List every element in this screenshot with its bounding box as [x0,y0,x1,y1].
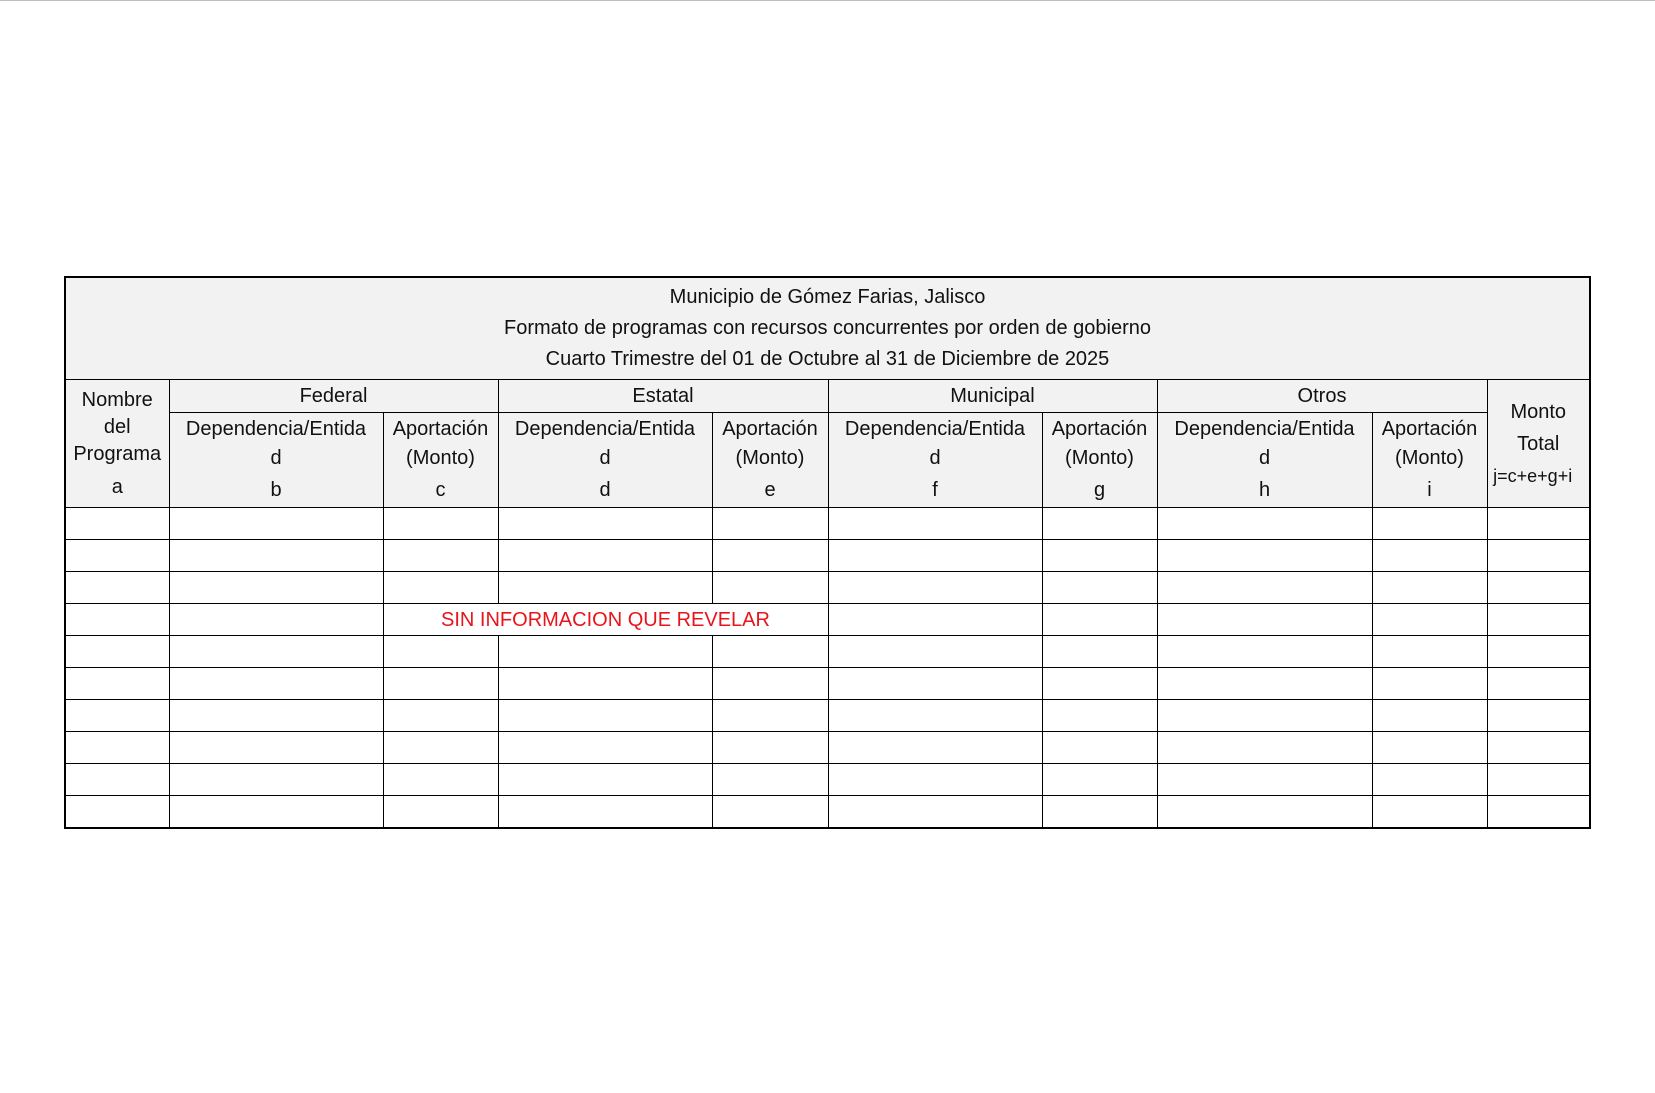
table-cell [65,732,169,764]
table-cell [828,732,1042,764]
municipal-dependency-label-wrap: d [929,447,941,469]
table-cell [1372,668,1487,700]
program-header-line-3: Programa [73,442,162,465]
estatal-dependency-label-wrap: d [599,447,611,469]
table-cell [169,604,383,636]
table-cell [1487,764,1590,796]
table-cell [169,668,383,700]
table-cell [828,636,1042,668]
total-header-line-1: Monto [1510,400,1567,423]
table-cell [1157,764,1372,796]
table-cell [1042,636,1157,668]
municipal-amount-label: Aportación [1051,418,1148,440]
municipal-amount-letter: g [1093,479,1106,501]
table-cell [65,764,169,796]
municipal-dependency-label: Dependencia/Entida [844,418,1026,440]
table-cell [1157,636,1372,668]
table-cell [1487,540,1590,572]
table-cell [65,604,169,636]
municipal-amount-header [1042,413,1157,508]
group-header-municipal: Municipal [828,380,1157,413]
table-cell [1487,572,1590,604]
estatal-amount-label: Aportación [722,418,818,440]
table-cell [1372,636,1487,668]
concurrent-resources-table [64,276,1591,829]
table-cell [1372,700,1487,732]
estatal-dependency-letter: d [599,479,611,501]
title-format: Formato de programas con recursos concurrentes por orden de gobierno [503,317,1151,339]
table-cell [498,540,712,572]
title-municipality: Municipio de Gómez Farias, Jalisco [669,286,986,308]
table-row [65,508,1590,540]
top-border-line [0,0,1655,1]
table-cell [498,508,712,540]
municipal-amount-label-unit: (Monto) [1065,447,1134,469]
table-cell [1487,700,1590,732]
federal-dependency-label-wrap: d [270,447,282,469]
group-header-federal: Federal [169,380,498,413]
table-cell [828,796,1042,829]
table-cell [712,668,828,700]
federal-dependency-label: Dependencia/Entida [185,418,367,440]
federal-dependency-letter: b [270,479,282,501]
table-row [65,540,1590,572]
table-cell [1042,540,1157,572]
table-cell [828,572,1042,604]
federal-dependency-header [169,413,383,508]
table-cell [498,636,712,668]
table-cell [712,700,828,732]
table-cell [169,700,383,732]
municipal-dependency-letter: f [932,479,938,501]
table-cell [383,508,498,540]
table-cell [498,764,712,796]
table-cell [498,700,712,732]
table-cell [1157,700,1372,732]
table-cell [498,572,712,604]
table-cell [383,732,498,764]
table-cell [65,668,169,700]
no-information-notice: SIN INFORMACION QUE REVELAR [383,604,828,636]
table-cell [383,668,498,700]
table-cell [712,540,828,572]
table-row [65,764,1590,796]
estatal-amount-letter: e [764,479,776,501]
table-cell [1157,508,1372,540]
total-header-formula: j=c+e+g+i [1493,465,1573,486]
federal-amount-label-unit: (Monto) [406,447,475,469]
table-cell [383,700,498,732]
table-cell [828,764,1042,796]
table-cell [65,796,169,829]
estatal-amount-header [712,413,828,508]
table-cell [712,508,828,540]
table-cell [712,764,828,796]
table-row [65,796,1590,829]
table-cell [169,540,383,572]
table-cell [383,764,498,796]
table-cell [1372,604,1487,636]
table-cell [1372,796,1487,829]
table-cell [65,700,169,732]
table-cell [1372,508,1487,540]
program-header-letter: a [111,475,123,498]
table-cell [828,604,1042,636]
table-row [65,732,1590,764]
table-cell [1372,540,1487,572]
otros-dependency-letter: h [1258,479,1271,501]
program-name-header [65,380,169,508]
estatal-dependency-label: Dependencia/Entida [514,418,696,440]
table-cell [383,636,498,668]
table-cell [828,700,1042,732]
estatal-dependency-header [498,413,712,508]
table-cell [1487,636,1590,668]
table-cell [712,732,828,764]
table-cell [1157,572,1372,604]
table-cell [712,572,828,604]
table-cell [1157,732,1372,764]
table-cell [1157,668,1372,700]
table-row [65,700,1590,732]
table-cell [828,540,1042,572]
estatal-amount-label-unit: (Monto) [735,447,805,469]
table-cell [1042,700,1157,732]
table-cell [828,668,1042,700]
report-title-block [65,277,1590,380]
table-row [65,604,1590,636]
group-header-otros: Otros [1157,380,1487,413]
total-amount-header [1487,380,1590,508]
table-cell [383,540,498,572]
table-cell [169,732,383,764]
table-cell [1487,604,1590,636]
table-cell [1157,604,1372,636]
table-cell [1372,732,1487,764]
municipal-dependency-header [828,413,1042,508]
program-header-line-1: Nombre [81,388,153,411]
table-cell [1042,796,1157,829]
table-cell [1042,508,1157,540]
table-cell [65,636,169,668]
table-cell [169,764,383,796]
table-row [65,668,1590,700]
otros-amount-label-unit: (Monto) [1395,447,1464,469]
table-cell [383,572,498,604]
table-cell [1372,764,1487,796]
table-cell [1372,572,1487,604]
otros-dependency-label: Dependencia/Entida [1174,418,1355,440]
table-cell [498,732,712,764]
table-cell [383,796,498,829]
table-cell [65,508,169,540]
table-body [65,508,1590,829]
table-cell [712,636,828,668]
table-cell [828,508,1042,540]
table-cell [1157,796,1372,829]
table-cell [1042,572,1157,604]
table-cell [65,572,169,604]
otros-amount-header [1372,413,1487,508]
table-cell [498,796,712,829]
title-period: Cuarto Trimestre del 01 de Octubre al 31 de Diciembre de 2025 [545,348,1110,370]
table-row [65,636,1590,668]
table-cell [1042,668,1157,700]
otros-dependency-header [1157,413,1372,508]
federal-amount-header [383,413,498,508]
table-cell [169,572,383,604]
table-cell [1487,796,1590,829]
table-cell [1042,764,1157,796]
table-cell [498,668,712,700]
table-cell [169,508,383,540]
otros-dependency-label-wrap: d [1258,447,1271,469]
table-cell [169,636,383,668]
table-cell [65,540,169,572]
table-cell [1157,540,1372,572]
table-row [65,572,1590,604]
table-cell [1487,508,1590,540]
table-cell [1042,732,1157,764]
table-cell [1487,732,1590,764]
table-cell [169,796,383,829]
table-cell [712,796,828,829]
program-header-line-2: del [103,415,131,438]
federal-amount-letter: c [435,479,446,501]
table-cell [1487,668,1590,700]
federal-amount-label: Aportación [392,418,489,440]
otros-amount-letter: i [1427,479,1432,501]
total-header-line-2: Total [1517,432,1560,455]
otros-amount-label: Aportación [1381,418,1478,440]
group-header-estatal: Estatal [498,380,828,413]
table-cell [1042,604,1157,636]
